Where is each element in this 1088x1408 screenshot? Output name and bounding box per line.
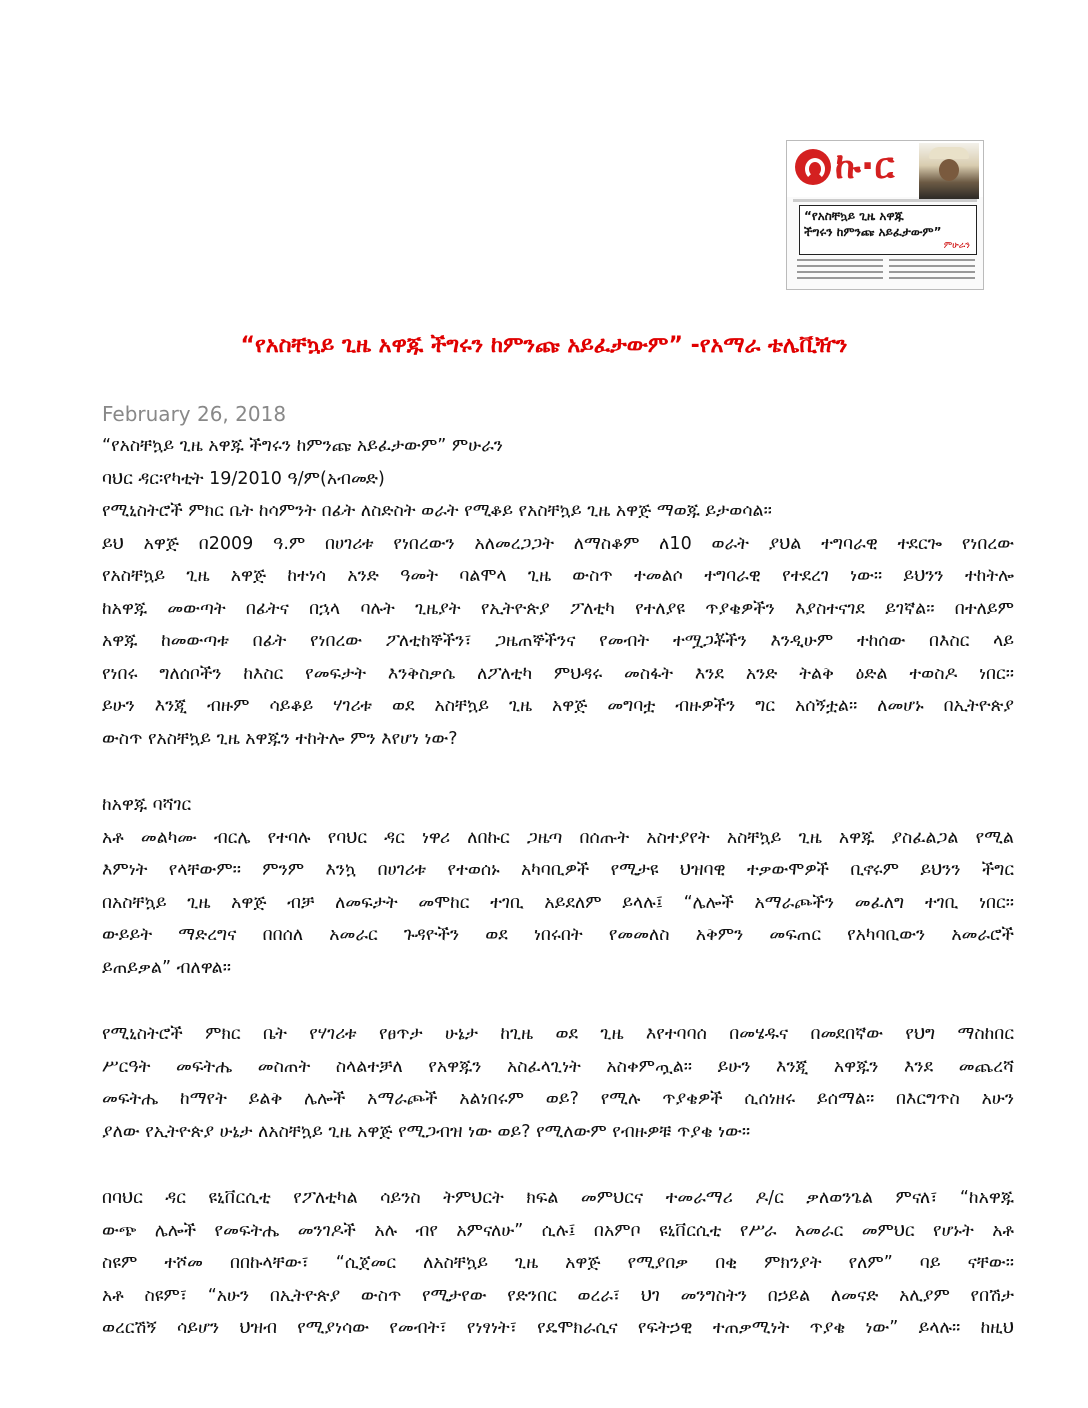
paragraph-line: በአስቸኳይ ጊዜ አዋጅ ብቻ ለመፍታት መሞከር ተገቢ አይደለም ይላሉ፤ “ሌሎች አማራጮችን መፈለግ ተገቢ ነበር፡፡ xyxy=(102,892,1014,913)
paragraph-line: ውጭ ሌሎች የመፍትሔ መንገዶች አሉ ብየ አምናለሁ” ሲሉ፤ በአምቦ ዩኒቨርሲቲ የሥራ አመራር መምህር የሆኑት አቶ xyxy=(102,1220,1014,1241)
paragraph-line: አዋጁ ከመውጣቱ በፊት የነበረው ፖለቲከኞችን፣ ጋዜጠኞችንና የመብት ተሟጋቾችን እንዲሁም ተከሰው በእስር ላይ xyxy=(102,631,1014,651)
article-header-line: ባህር ዳር፡የካቲት 19/2010 ዓ/ም(አብመድ) xyxy=(102,468,385,489)
paragraph-line: የሚኒስትሮች ምክር ቤት የሃገሪቱ የፀጥታ ሁኔታ ከጊዜ ወደ ጊዜ እየተባባሰ በመሄዱና በመደበኛው የህግ ማስከበር xyxy=(102,1024,1014,1044)
paragraph-line: አቶ ስዩም፣ “አሁን በኢትዮጵያ ውስጥ የሚታየው የድንበር ወረራ፣ ህገ መንግስትን በኃይል ለመናድ አሊያም የበሽታ xyxy=(102,1285,1014,1306)
newspaper-masthead xyxy=(787,141,983,197)
newspaper-headline-box xyxy=(799,205,977,255)
paragraph-line: የነበሩ ግለሰቦችን ከእስር የመፍታት እንቅስቃሴ ለፖለቲካ ምህዳሩ መስፋት እንደ አንድ ትልቅ ዕድል ተወስዶ ነበር፡፡ xyxy=(102,663,1014,684)
paragraph-line: ወረርሽኝ ሳይሆን ህዝብ የሚያነሳው የመብት፣ የነፃነት፣ የዴሞክራሲና የፍትኃዊ ተጠቃሚነት ጥያቄ ነው” ይላሉ፡፡ ከዚህ xyxy=(102,1318,1014,1338)
paragraph-line: የአስቸኳይ ጊዜ አዋጅ ከተነሳ አንድ ዓመት ባልሞላ ጊዜ ውስጥ ተመልሶ ተግባራዊ የተደረገ ነው፡፡ ይህንን ተከትሎ xyxy=(102,566,1014,586)
paragraph-line: በባህር ዳር ዩኒቨርሲቲ የፖለቲካል ሳይንስ ትምህርት ክፍል መምህርና ተመራማሪ ዶ/ር ቃለወንጌል ምናለ፣ “ከአዋጁ xyxy=(102,1188,1014,1208)
section-subheading: ከአዋጁ ባሻገር xyxy=(102,795,192,815)
paragraph-line: ይህ አዋጅ በ2009 ዓ.ም በሀገሪቱ የነበረውን አለመረጋጋት ለማስቆም ለ10 ወራት ያህል ተግባራዊ ተደርጐ የነበረው xyxy=(102,533,1014,554)
paragraph-line: አቶ መልካሙ ብርሌ የተባሉ የባህር ዳር ነዋሪ ለበኩር ጋዜጣ በሰጡት አስተያየት አስቸኳይ ጊዜ አዋጁ ያስፈልጋል የሚል xyxy=(102,827,1014,848)
article-body xyxy=(102,430,1014,1345)
newspaper-dateline xyxy=(793,199,977,202)
newspaper-photo xyxy=(919,143,979,199)
newspaper-headline-line2: ችግሩን ከምንጩ አይፈታውም” xyxy=(804,225,942,239)
newspaper-column-right xyxy=(889,259,975,285)
paragraph-line: ያለው የኢትዮጵያ ሁኔታ ለአስቸኳይ ጊዜ አዋጅ የሚጋብዝ ነው ወይ? የሚለውም የብዙዎቹ ጥያቄ ነው፡፡ xyxy=(102,1121,751,1142)
newspaper-thumbnail xyxy=(786,140,984,290)
paragraph-line: ሥርዓት መፍትሔ መስጠት ስላልተቻለ የአዋጁን አስፈላጊነት አስቀምጧል፡፡ ይሁን እንጂ አዋጁን እንደ መጨረሻ xyxy=(102,1056,1014,1077)
paragraph-line: ውስጥ የአስቸኳይ ጊዜ አዋጁን ተከትሎ ምን እየሆነ ነው? xyxy=(102,728,458,749)
paragraph-line: ይሁን እንጂ ብዙም ሳይቆይ ሃገሪቱ ወደ አስቸኳይ ጊዜ አዋጅ መግባቷ ብዙዎችን ግር አሰኝቷል፡፡ ለመሆኑ በኢትዮጵያ xyxy=(102,696,1014,716)
newspaper-logo-text: ኩ·ር xyxy=(835,146,895,187)
article-title: “የአስቸኳይ ጊዜ አዋጁ ችግሩን ከምንጩ አይፈታውም” -የአማራ ቴሌቪዥን xyxy=(240,333,848,358)
paragraph-line: ይጠይቃል” ብለዋል፡፡ xyxy=(102,957,231,978)
newspaper-byline: ምሁራን xyxy=(943,241,970,251)
article-date: February 26, 2018 xyxy=(102,402,287,426)
newspaper-column-left xyxy=(797,259,883,285)
paragraph-line: ስዩም ተሾመ በበኩላቸው፣ “ሲጀመር ለአስቸኳይ ጊዜ አዋጅ የሚያበቃ በቂ ምክንያት የለም” ባይ ናቸው፡፡ xyxy=(102,1253,1014,1273)
paragraph-line: ከአዋጁ መውጣት በፊትና በኋላ ባሉት ጊዜያት የኢትዮጵያ ፖለቲካ የተለያዩ ጥያቄዎችን እያስተናገደ ይገኛል፡፡ በተለይም xyxy=(102,598,1014,619)
paragraph-line: ውይይት ማድረግና በበሰለ አመራር ጉዳዮችን ወደ ነበሩበት የመመለስ አቅምን መፍጠር የአካባቢውን አመራሮች xyxy=(102,925,1014,945)
newspaper-logo-icon xyxy=(795,149,831,185)
paragraph-line: እምነት የላቸውም፡፡ ምንም እንኳ በሀገሪቱ የተወሰኑ አካባቢዎች የሚታዩ ህዝባዊ ተቃውሞዎች ቢኖሩም ይህንን ችግር xyxy=(102,860,1014,880)
paragraph-line: መፍትሔ ከማየት ይልቅ ሌሎች አማራጮች አልነበሩም ወይ? የሚሉ ጥያቄዎች ሲሰነዘሩ ይሰማል፡፡ በእርግጥስ አሁን xyxy=(102,1089,1014,1109)
article-header-line: “የአስቸኳይ ጊዜ አዋጁ ችግሩን ከምንጩ አይፈታውም” ምሁራን xyxy=(102,436,503,456)
article-header-line: የሚኒስትሮች ምክር ቤት ከሳምንት በፊት ለስድስት ወራት የሚቆይ የአስቸኳይ ጊዜ አዋጅ ማወጁ ይታወሳል፡፡ xyxy=(102,501,772,521)
newspaper-headline-line1: “የአስቸኳይ ጊዜ አዋጁ xyxy=(804,209,904,223)
